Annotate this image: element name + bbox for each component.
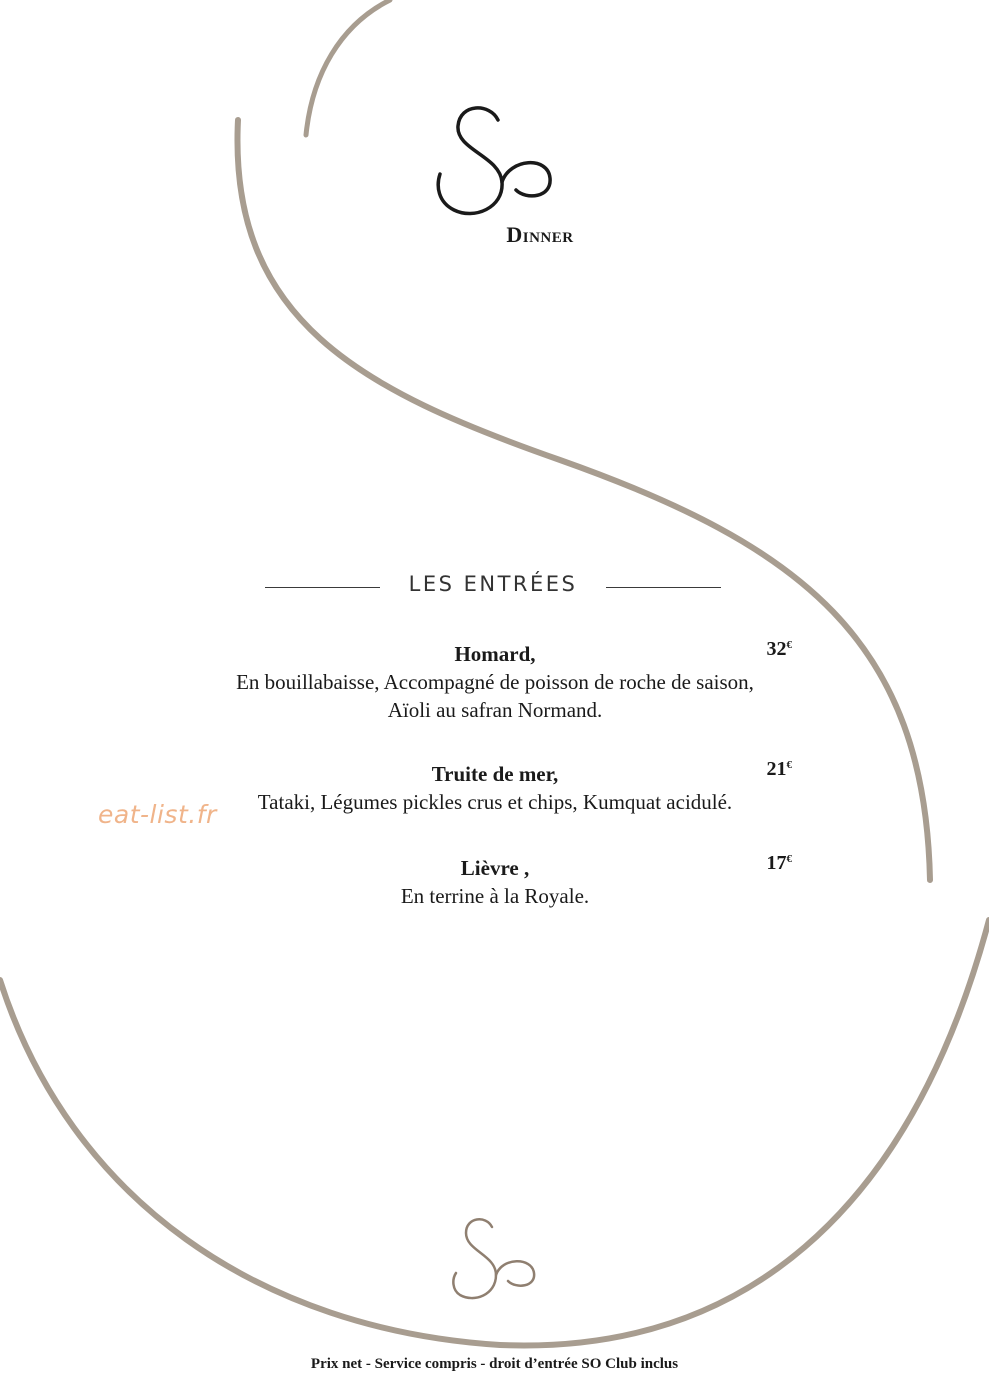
so-logo-top: [430, 98, 560, 223]
item-name: Homard,: [454, 642, 536, 666]
item-description-line: En bouillabaisse, Accompagné de poisson de roche de saison,: [236, 670, 754, 694]
dinner-title: Dinner: [506, 222, 574, 247]
so-logo-bottom: [450, 1215, 542, 1305]
menu-item-lievre: [200, 854, 790, 910]
menu-item-truite: [200, 760, 790, 816]
item-description-line: Aïoli au safran Normand.: [387, 698, 603, 722]
item-description-line: Tataki, Légumes pickles crus et chips, Kumquat acidulé.: [257, 790, 733, 814]
item-price: 17€: [766, 852, 792, 874]
section-header: [265, 568, 721, 604]
section-rule-right: [606, 587, 721, 588]
watermark-text: eat-list.fr: [98, 800, 217, 829]
section-title: LES ENTRÉES: [408, 572, 578, 596]
item-name: Truite de mer,: [431, 762, 559, 786]
item-price: 21€: [766, 758, 792, 780]
item-description-line: En terrine à la Royale.: [400, 884, 590, 908]
item-name: Lièvre ,: [460, 856, 530, 880]
footer-note: Prix net - Service compris - droit d’entrée SO Club inclus: [310, 1356, 679, 1372]
menu-item-homard: [200, 640, 790, 724]
item-price: 32€: [766, 638, 792, 660]
